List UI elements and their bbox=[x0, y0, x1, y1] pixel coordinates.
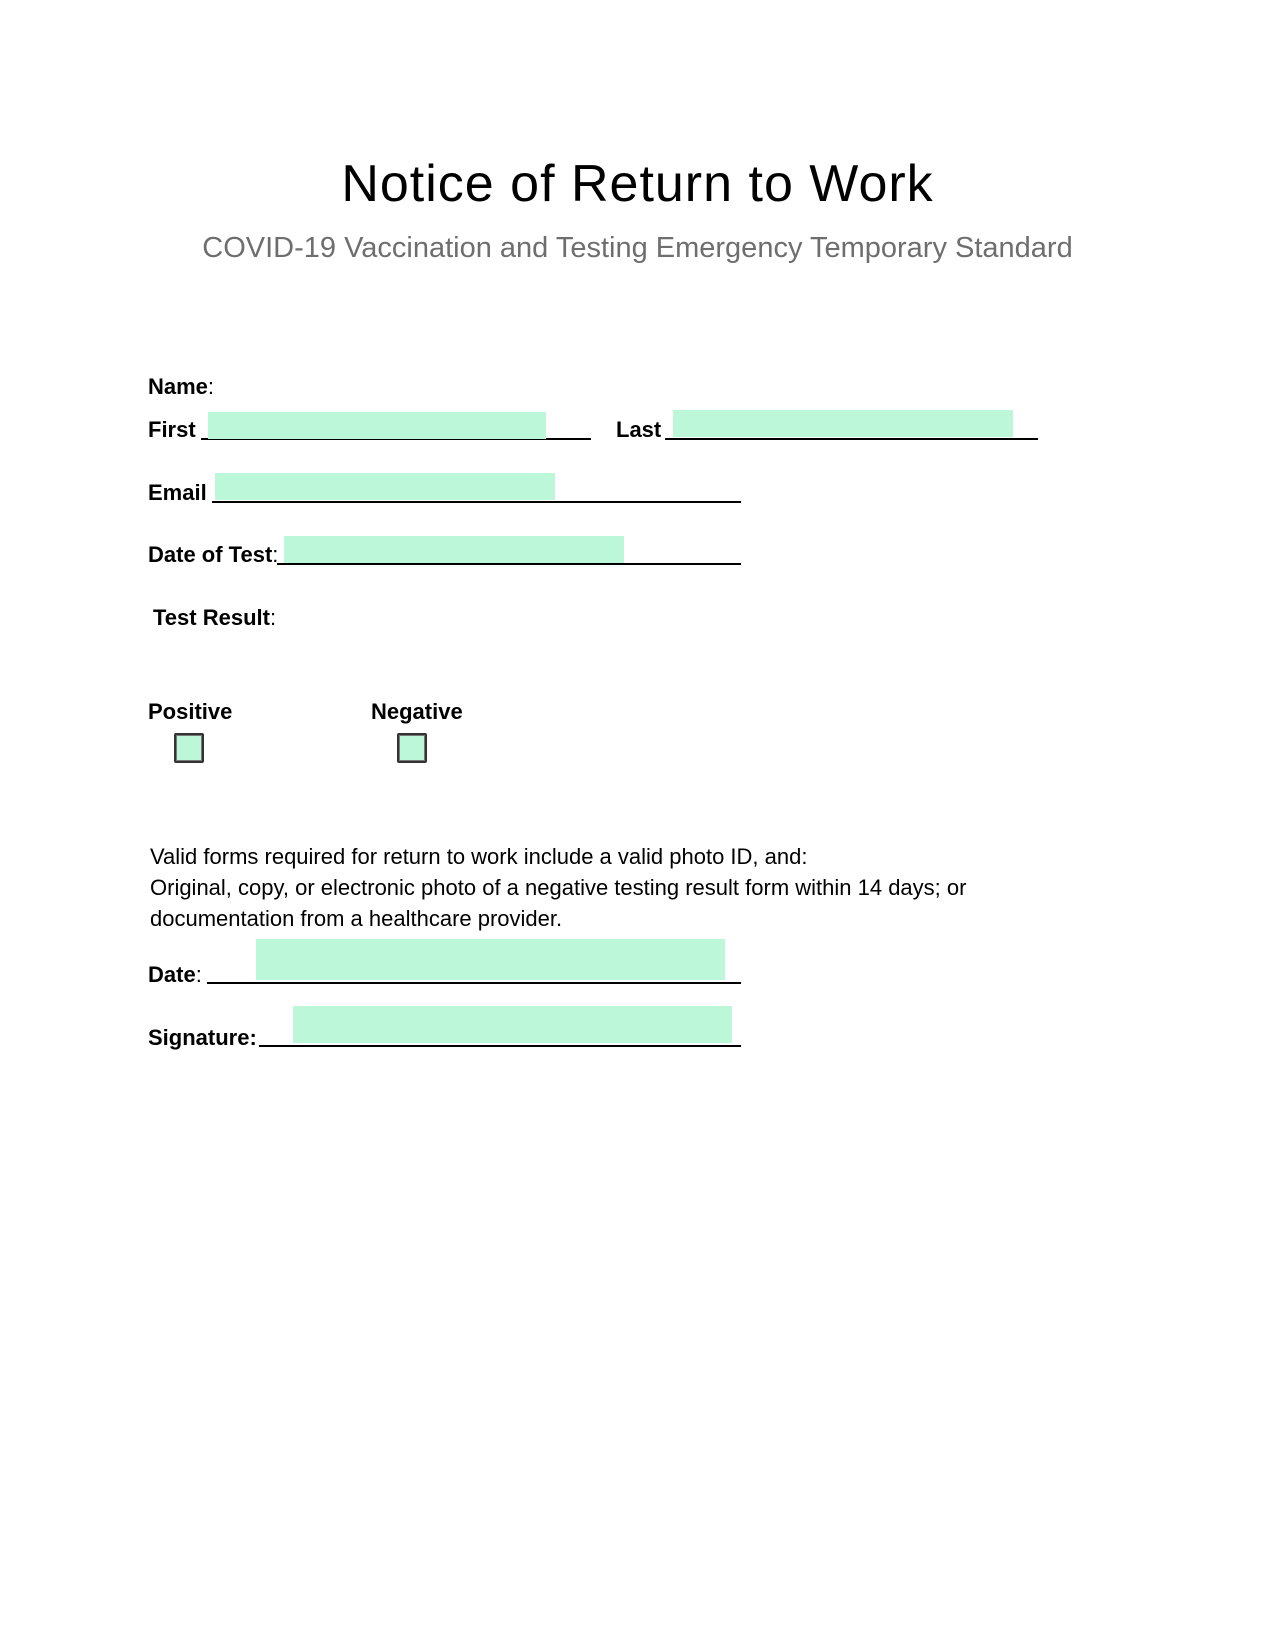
date-input[interactable] bbox=[256, 939, 725, 980]
date-of-test-colon: : bbox=[272, 542, 279, 567]
name-label: Name bbox=[148, 374, 208, 399]
last-label-text: Last bbox=[616, 417, 662, 442]
instructions-line-3: documentation from a healthcare provider. bbox=[150, 906, 563, 931]
signature-label bbox=[148, 1024, 257, 1052]
signature-label-text: Signature: bbox=[148, 1025, 257, 1050]
test-result-label-group bbox=[153, 604, 276, 632]
signature-underline bbox=[259, 1045, 741, 1047]
page-subtitle: COVID-19 Vaccination and Testing Emergency Temporary Standard bbox=[202, 232, 1073, 264]
email-label-text: Email bbox=[148, 480, 207, 505]
email-input[interactable] bbox=[215, 473, 555, 500]
positive-checkbox[interactable] bbox=[174, 733, 204, 763]
date-of-test-underline bbox=[277, 563, 741, 565]
last-label bbox=[616, 416, 661, 444]
name-label-group bbox=[148, 373, 214, 401]
date-of-test-label: Date of Test bbox=[148, 542, 273, 567]
name-colon: : bbox=[207, 374, 215, 399]
test-result-colon: : bbox=[269, 605, 277, 630]
first-label bbox=[148, 416, 196, 444]
negative-label-text: Negative bbox=[371, 699, 463, 724]
test-result-label: Test Result bbox=[153, 605, 270, 630]
signature-input[interactable] bbox=[293, 1006, 732, 1043]
date-underline bbox=[207, 982, 741, 984]
positive-label bbox=[148, 698, 232, 726]
positive-label-text: Positive bbox=[148, 699, 233, 724]
last-underline bbox=[665, 438, 1038, 440]
date-of-test-label-group bbox=[148, 541, 278, 569]
date-label-group bbox=[148, 961, 202, 989]
instructions-line-1: Valid forms required for return to work include a valid photo ID, and: bbox=[150, 844, 808, 869]
last-name-input[interactable] bbox=[673, 410, 1013, 437]
instructions-line-2: Original, copy, or electronic photo of a negative testing result form within 14 days; or bbox=[150, 875, 967, 900]
first-name-input[interactable] bbox=[208, 412, 546, 439]
date-of-test-input[interactable] bbox=[284, 536, 624, 563]
negative-checkbox[interactable] bbox=[397, 733, 427, 763]
negative-label bbox=[371, 698, 463, 726]
page-title: Notice of Return to Work bbox=[341, 155, 934, 213]
email-underline bbox=[212, 501, 741, 503]
date-colon: : bbox=[195, 962, 202, 987]
instructions-paragraph bbox=[150, 841, 1050, 934]
first-label-text: First bbox=[148, 417, 196, 442]
email-label bbox=[148, 479, 207, 507]
date-label: Date bbox=[148, 962, 196, 987]
